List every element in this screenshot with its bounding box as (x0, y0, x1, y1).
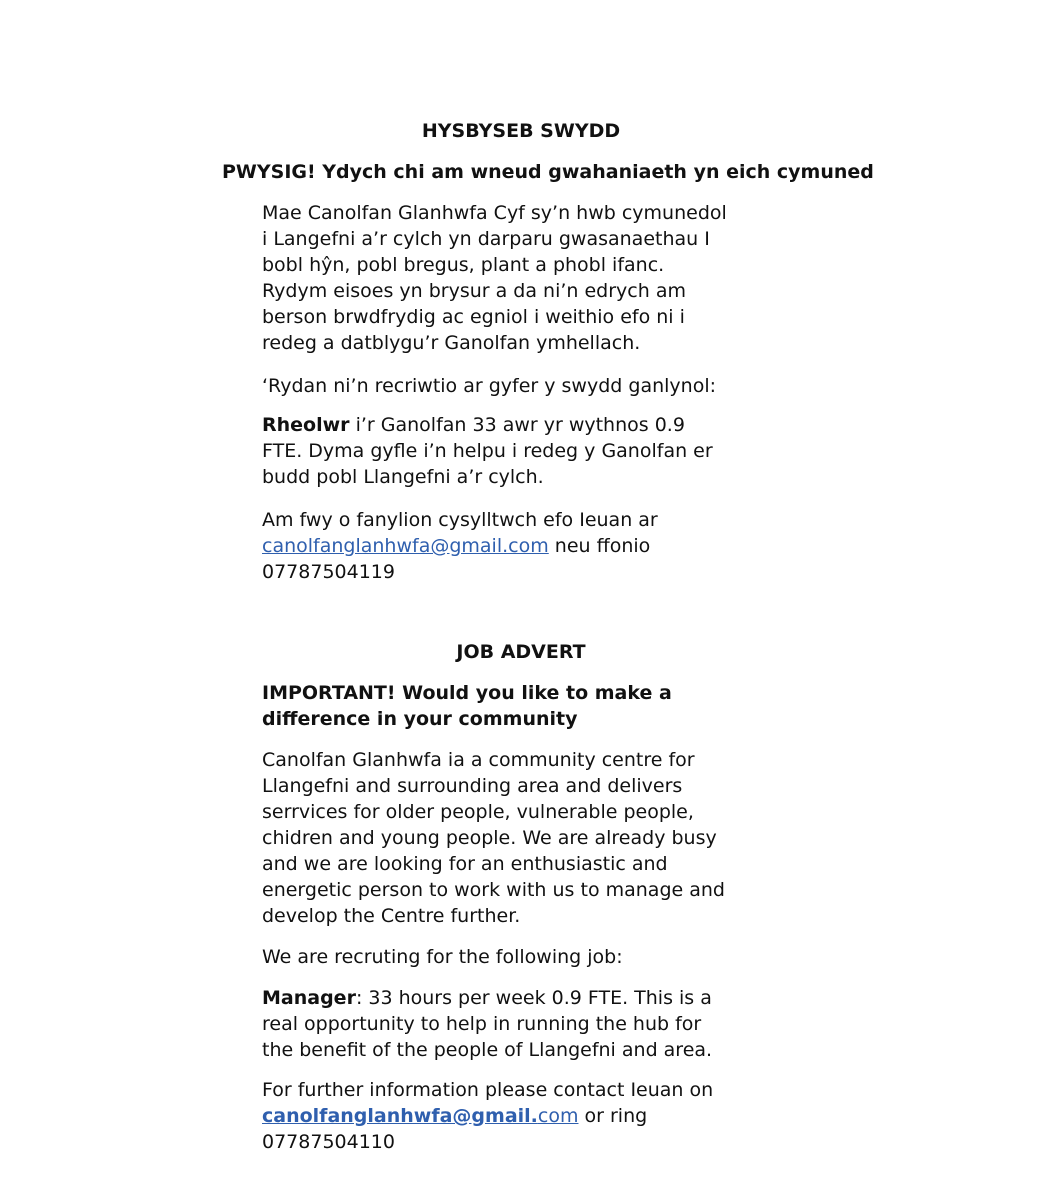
english-intro-line: serrvices for older people, vulnerable people, (262, 801, 694, 823)
welsh-role-line: FTE. Dyma gyfle i’n helpu i redeg y Ganolfan er (262, 440, 713, 462)
english-intro-line: develop the Centre further. (262, 905, 521, 927)
welsh-title: HYSBYSEB SWYDD (421, 120, 621, 142)
english-role-text: : 33 hours per week 0.9 FTE. This is a (355, 987, 712, 1009)
english-role-line: the benefit of the people of Llangefni and area. (262, 1039, 713, 1061)
english-subtitle-line: IMPORTANT! Would you like to make a (262, 682, 672, 704)
english-intro-line: Llangefni and surrounding area and delivers (262, 775, 683, 797)
welsh-role-label: Rheolwr (262, 414, 350, 436)
english-intro-line: Canolfan Glanhwfa ia a community centre for (262, 749, 695, 771)
english-role-line: real opportunity to help in running the hub for (262, 1013, 702, 1035)
english-intro-line: and we are looking for an enthusiastic and (262, 853, 668, 875)
welsh-role-line: budd pobl Llangefni a’r cylch. (262, 466, 544, 488)
welsh-intro-line: bobl hŷn, pobl bregus, plant a phobl ifanc. (262, 254, 665, 276)
english-role (262, 985, 742, 1063)
english-email-link[interactable] (262, 1105, 578, 1127)
welsh-email-link[interactable]: canolfanglanhwfa@gmail.com (262, 535, 549, 557)
english-phone: 07787504110 (262, 1131, 395, 1153)
welsh-phone: 07787504119 (262, 561, 395, 583)
english-recruiting-text: We are recruting for the following job: (262, 946, 623, 968)
welsh-intro-line: redeg a datblygu’r Ganolfan ymhellach. (262, 332, 641, 354)
english-contact-after-email: or ring (578, 1105, 648, 1127)
welsh-recruiting-text: ‘Rydan ni’n recriwtio ar gyfer y swydd ganlynol: (262, 375, 716, 397)
english-email-bold: canolfanglanhwfa@gmail. (262, 1105, 538, 1127)
english-contact (262, 1077, 742, 1155)
welsh-contact (262, 507, 742, 585)
english-role-label: Manager (262, 987, 356, 1009)
welsh-intro-line: i Langefni a’r cylch yn darparu gwasanaethau I (262, 228, 710, 250)
english-title: JOB ADVERT (456, 641, 586, 663)
welsh-contact-line: Am fwy o fanylion cysylltwch efo Ieuan ar (262, 509, 658, 531)
welsh-role (262, 412, 742, 490)
welsh-intro (262, 200, 742, 356)
welsh-intro-line: berson brwdfrydig ac egniol i weithio efo ni i (262, 306, 685, 328)
welsh-role-text: i’r Ganolfan 33 awr yr wythnos 0.9 (349, 414, 685, 436)
welsh-intro-line: Rydym eisoes yn brysur a da ni’n edrych am (262, 280, 686, 302)
welsh-intro-line: Mae Canolfan Glanhwfa Cyf sy’n hwb cymunedol (262, 202, 727, 224)
english-subtitle (262, 680, 742, 732)
english-email-plain: com (537, 1105, 579, 1127)
english-intro (262, 747, 742, 929)
welsh-contact-after-email: neu ffonio (548, 535, 651, 557)
welsh-subtitle: PWYSIG! Ydych chi am wneud gwahaniaeth yn eich cymuned (222, 161, 874, 183)
english-contact-line: For further information please contact Ieuan on (262, 1079, 714, 1101)
english-recruiting (262, 944, 742, 970)
english-subtitle-line: difference in your community (262, 708, 578, 730)
welsh-recruiting (262, 373, 742, 399)
english-intro-line: energetic person to work with us to manage and (262, 879, 725, 901)
english-intro-line: chidren and young people. We are already busy (262, 827, 717, 849)
